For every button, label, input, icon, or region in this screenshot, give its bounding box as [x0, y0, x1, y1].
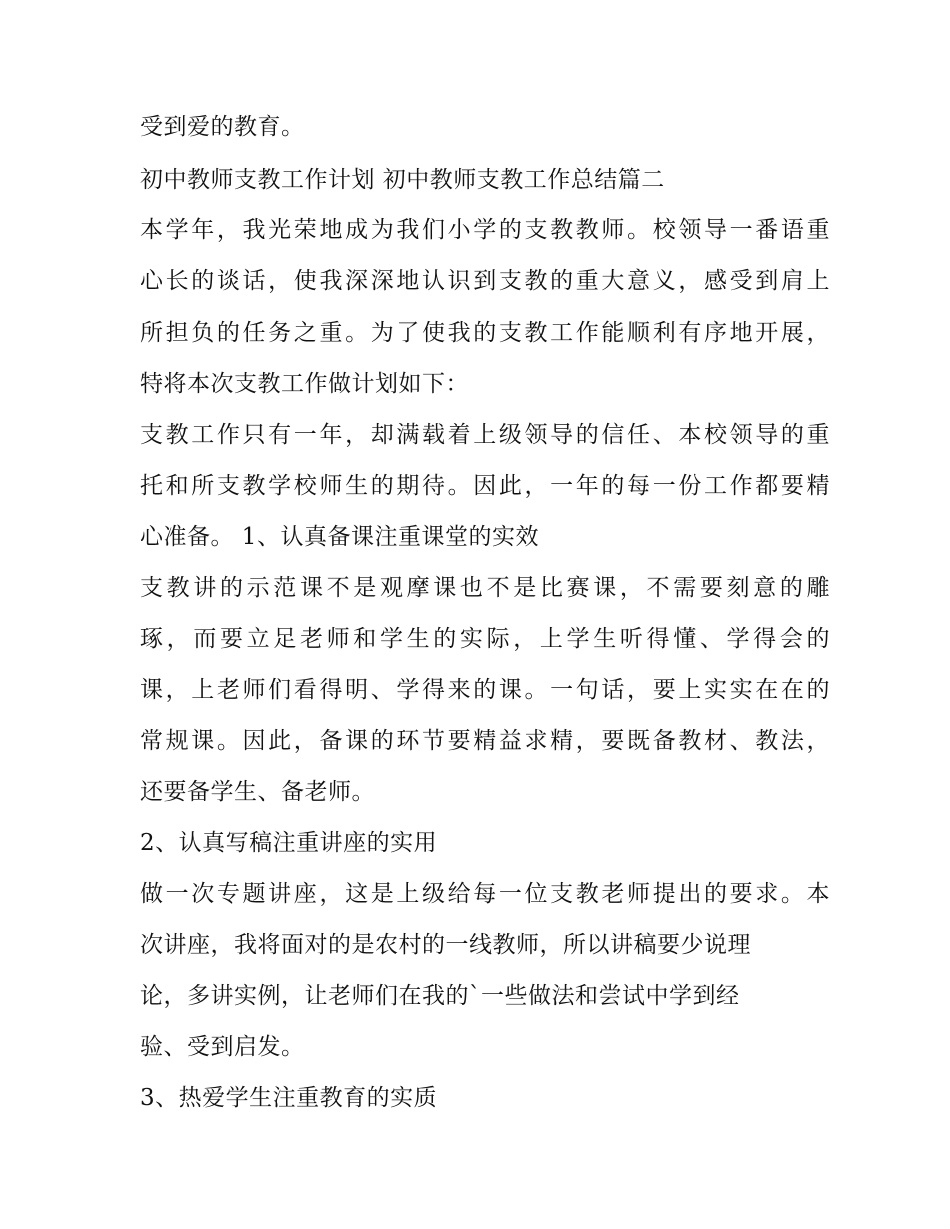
text-line-11: 琢，而要立足老师和学生的实际，上学生听得懂、学得会的 — [140, 626, 830, 652]
text-line-7: 支教工作只有一年，却满载着上级领导的信任、本校领导的重 — [140, 422, 830, 448]
text-line-6: 特将本次支教工作做计划如下： — [140, 371, 469, 397]
text-line-18: 论，多讲实例，让老师们在我的`一些做法和尝试中学到经 — [140, 983, 740, 1009]
text-line-16: 做一次专题讲座，这是上级给每一位支教老师提出的要求。本 — [140, 881, 830, 907]
text-line-17: 次讲座，我将面对的是农村的一线教师，所以讲稿要少说理 — [140, 932, 751, 958]
text-line-13: 常规课。因此，备课的环节要精益求精，要既备教材、教法， — [140, 728, 830, 754]
text-line-14: 还要备学生、备老师。 — [140, 779, 375, 805]
text-line-2: 初中教师支教工作计划 初中教师支教工作总结篇二 — [140, 167, 665, 193]
text-line-8: 托和所支教学校师生的期待。因此，一年的每一份工作都要精 — [140, 473, 830, 499]
text-line-9: 心准备。 1、认真备课注重课堂的实效 — [140, 524, 539, 550]
text-line-5: 所担负的任务之重。为了使我的支教工作能顺利有序地开展， — [140, 320, 830, 346]
text-line-20: 3、热爱学生注重教育的实质 — [140, 1085, 438, 1111]
text-line-15: 2、认真写稿注重讲座的实用 — [140, 830, 438, 856]
text-line-12: 课，上老师们看得明、学得来的课。一句话，要上实实在在的 — [140, 677, 830, 703]
text-line-4: 心长的谈话，使我深深地认识到支教的重大意义，感受到肩上 — [140, 268, 830, 294]
text-line-3: 本学年，我光荣地成为我们小学的支教教师。校领导一番语重 — [140, 217, 830, 243]
text-line-1: 受到爱的教育。 — [140, 114, 305, 140]
text-line-10: 支教讲的示范课不是观摩课也不是比赛课，不需要刻意的雕 — [140, 575, 830, 601]
text-line-19: 验、受到启发。 — [140, 1034, 305, 1060]
